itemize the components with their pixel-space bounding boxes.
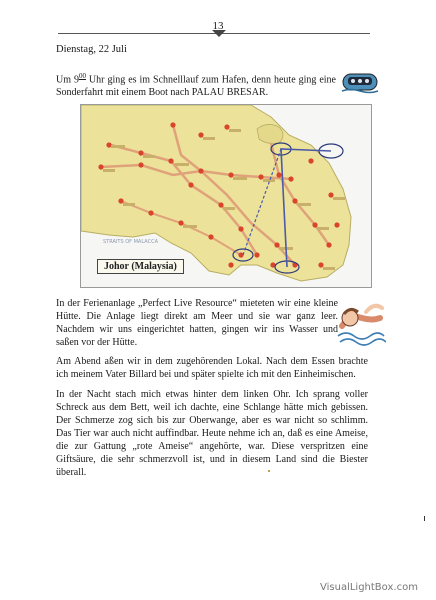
header-rule-ornament [212,30,226,37]
paragraph-2: In der Ferienanlage „Perfect Live Resource“ mieteten wir eine kleine Hütte. Die Anlage liegt direkt am Meer und sie war ganz leer. Nachdem wir uns eingerichtet hatten, gingen wir ins Wasser und saßen vor der Hütte. [56,298,338,348]
johor-map [80,104,372,288]
boat-icon [340,68,380,94]
watermark: VisualLightBox.com [320,582,418,593]
paragraph-1 [56,70,336,99]
corner-mark [424,516,425,521]
time-superscript: 00 [78,72,86,80]
paragraph-1-rest: Uhr ging es im Schnelllauf zum Hafen, denn heute ging eine Sonderfahrt mit einem Boot nach PALAU BRESAR. [56,74,336,99]
paragraph-3: Am Abend aßen wir in dem zugehörenden Lokal. Nach dem Essen brachte ich meinem Vater Billard bei und später spielte ich mit den Einheimischen. [56,356,368,380]
map-caption: Johor (Malaysia) [97,259,184,274]
paragraph-4: In der Nacht stach mich etwas hinter dem linken Ohr. Ich sprang voller Schreck aus dem Bett, weil ich dachte, eine Schlange hätte mich gebissen. Der Schmerze zog sich bis zur Oberwange, aber es war nicht so schlimm. Das Tier war auch nicht auffindbar. Heute nehme ich an, daß es eine Ameise, die zur Gattung „rote Ameise“ angehörte, war. Diese verspritzen eine Giftsäure, die sehr schmerzvoll ist, und in diesem Land sind die Biester überall. [56,389,368,478]
footer-dot [268,470,270,472]
island [257,124,283,143]
swimmer-icon [336,296,386,348]
paragraph-1-start: Um 9 [56,74,79,86]
page-number: 13 [212,20,224,32]
strait-label: STRAITS OF MALACCA [103,239,158,245]
entry-date: Dienstag, 22 Juli [56,44,127,55]
